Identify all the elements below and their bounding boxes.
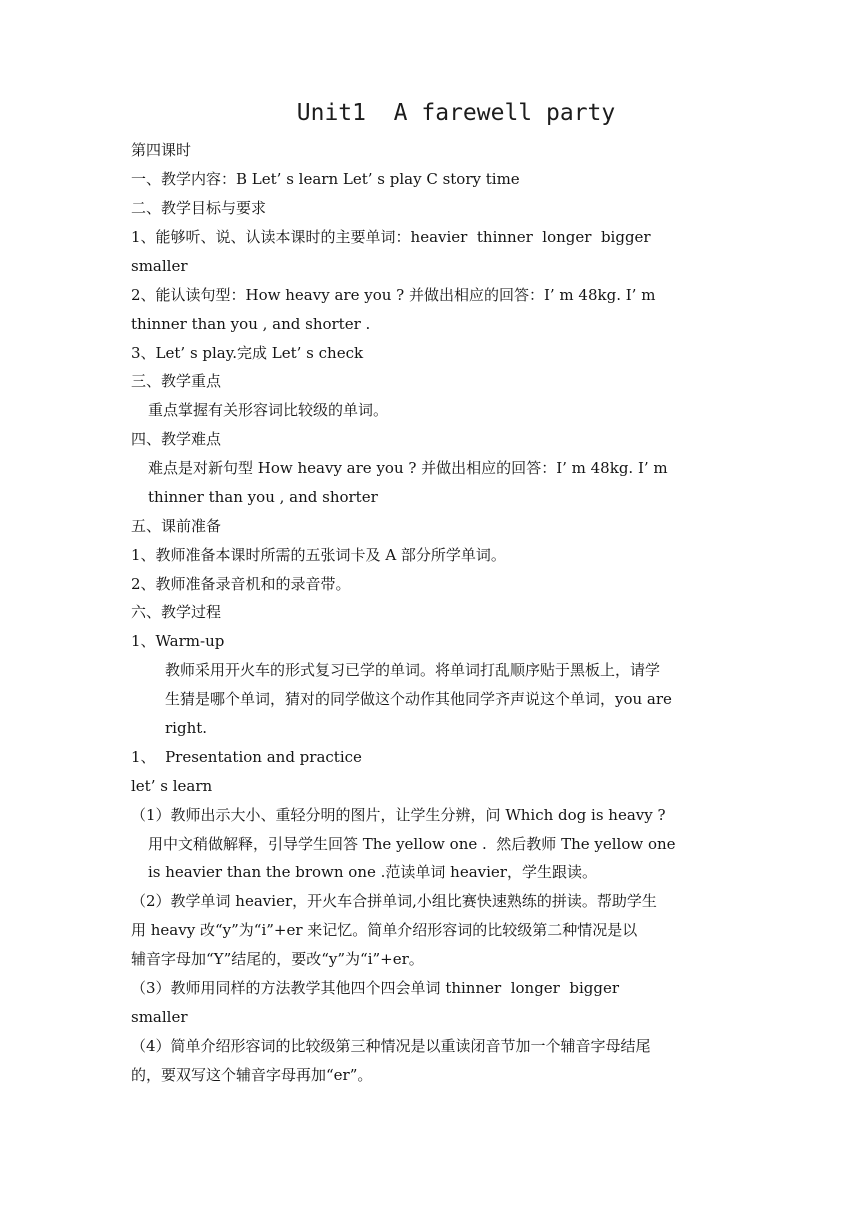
warm-up-text-1: 教师采用开火车的形式复习已学的单词。将单词打乱顺序贴于黑板上，请学: [165, 661, 661, 679]
goal-1-cont: smaller: [131, 257, 188, 275]
step-presentation: 1、 Presentation and practice: [131, 748, 362, 766]
difficulties-text-cont: thinner than you , and shorter: [148, 488, 378, 506]
goal-1: 1、能够听、说、认读本课时的主要单词：heavier thinner longer bigger: [131, 228, 651, 246]
preparation-2: 2、教师准备录音机和的录音带。: [131, 575, 351, 593]
step-1-line-3: is heavier than the brown one .范读单词 heavier，学生跟读。: [148, 863, 597, 881]
step-1-line-2: 用中文稍做解释，引导学生回答 The yellow one . 然后教师 The yellow one: [148, 835, 676, 853]
step-3-line-2: smaller: [131, 1008, 188, 1026]
step-4-line-2: 的，要双写这个辅音字母再加“er”。: [131, 1066, 373, 1084]
step-3-line-1: （3）教师用同样的方法教学其他四个四会单词 thinner longer bigger: [131, 979, 620, 997]
step-2-line-2: 用 heavy 改“y”为“i”+er 来记忆。简单介绍形容词的比较级第二种情况是以: [131, 921, 638, 939]
lets-learn-heading: let’ s learn: [131, 777, 213, 795]
step-1-line-1: （1）教师出示大小、重轻分明的图片，让学生分辨，问 Which dog is heavy ?: [131, 806, 666, 824]
key-points-text: 重点掌握有关形容词比较级的单词。: [148, 401, 389, 419]
goal-2-cont: thinner than you , and shorter .: [131, 315, 371, 333]
step-4-line-1: （4）简单介绍形容词的比较级第三种情况是以重读闭音节加一个辅音字母结尾: [131, 1037, 651, 1055]
step-2-line-1: （2）教学单词 heavier，开火车合拼单词,小组比赛快速熟练的拼读。帮助学生: [131, 892, 657, 910]
section-heading-process: 六、教学过程: [131, 603, 222, 621]
step-warm-up: 1、Warm-up: [131, 632, 225, 650]
step-2-line-3: 辅音字母加“Y”结尾的，要改“y”为“i”+er。: [131, 950, 424, 968]
goal-3: 3、Let’ s play.完成 Let’ s check: [131, 344, 364, 362]
document-title: Unit1 A farewell party: [296, 100, 616, 126]
lesson-number: 第四课时: [131, 141, 192, 159]
section-heading-key-points: 三、教学重点: [131, 372, 222, 390]
section-teaching-content: 一、教学内容：B Let’ s learn Let’ s play C story time: [131, 170, 520, 188]
warm-up-text-2: 生猜是哪个单词，猜对的同学做这个动作其他同学齐声说这个单词，you are: [165, 690, 672, 708]
goal-2: 2、能认读句型：How heavy are you ? 并做出相应的回答：I’ m 48kg. I’ m: [131, 286, 656, 304]
preparation-1: 1、教师准备本课时所需的五张词卡及 A 部分所学单词。: [131, 546, 506, 564]
section-heading-preparation: 五、课前准备: [131, 517, 222, 535]
section-heading-goals: 二、教学目标与要求: [131, 199, 267, 217]
section-heading-difficulties: 四、教学难点: [131, 430, 222, 448]
difficulties-text: 难点是对新句型 How heavy are you ? 并做出相应的回答：I’ m 48kg. I’ m: [148, 459, 668, 477]
warm-up-text-3: right.: [165, 719, 208, 737]
